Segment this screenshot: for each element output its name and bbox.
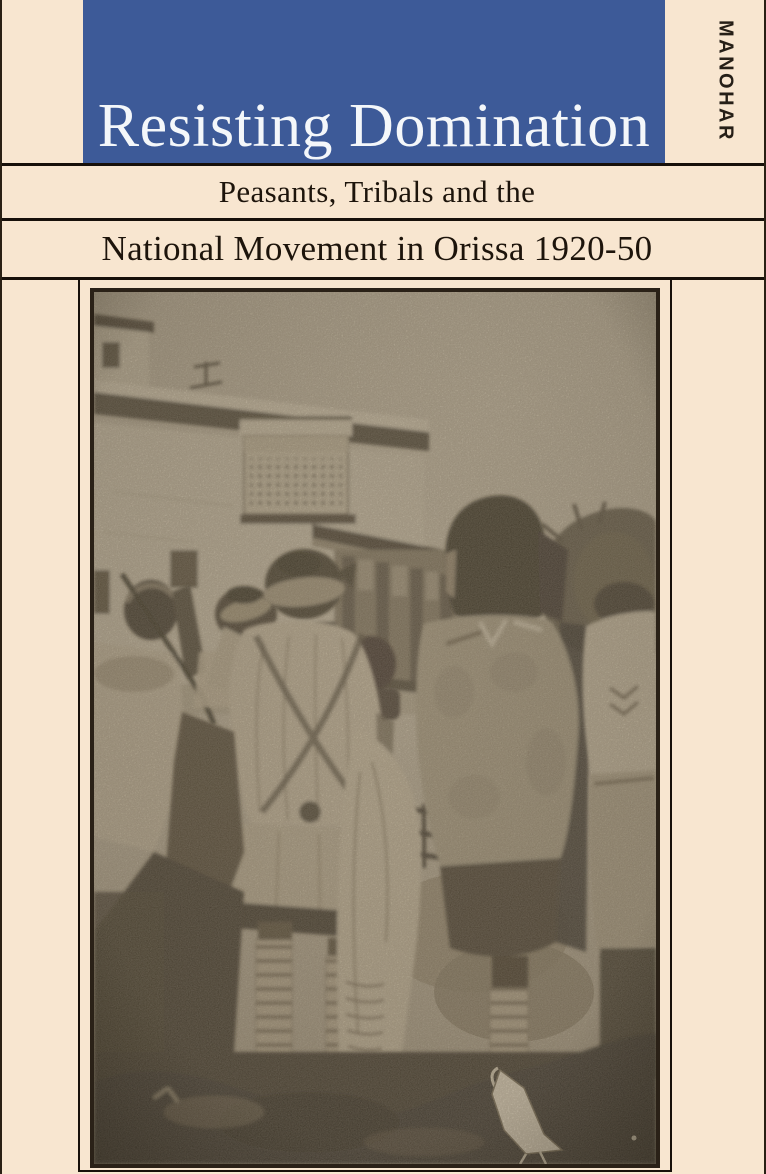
vignette: [94, 292, 656, 1164]
horizontal-rule-bottom: [0, 277, 766, 280]
cover-photo-illustration: [94, 292, 656, 1164]
publisher-spine-text: MANOHAR: [714, 20, 737, 142]
horizontal-rule-top: [0, 163, 766, 166]
title-band: [83, 0, 665, 164]
cover-photo: [90, 288, 660, 1168]
subtitle-line-1: Peasants, Tribals and the: [218, 174, 536, 209]
cover-left-edge: [0, 0, 2, 1174]
subtitle-line-2: National Movement in Orissa 1920-50: [101, 229, 653, 268]
horizontal-rule-middle: [0, 218, 766, 221]
book-title: Resisting Domination: [97, 92, 651, 160]
